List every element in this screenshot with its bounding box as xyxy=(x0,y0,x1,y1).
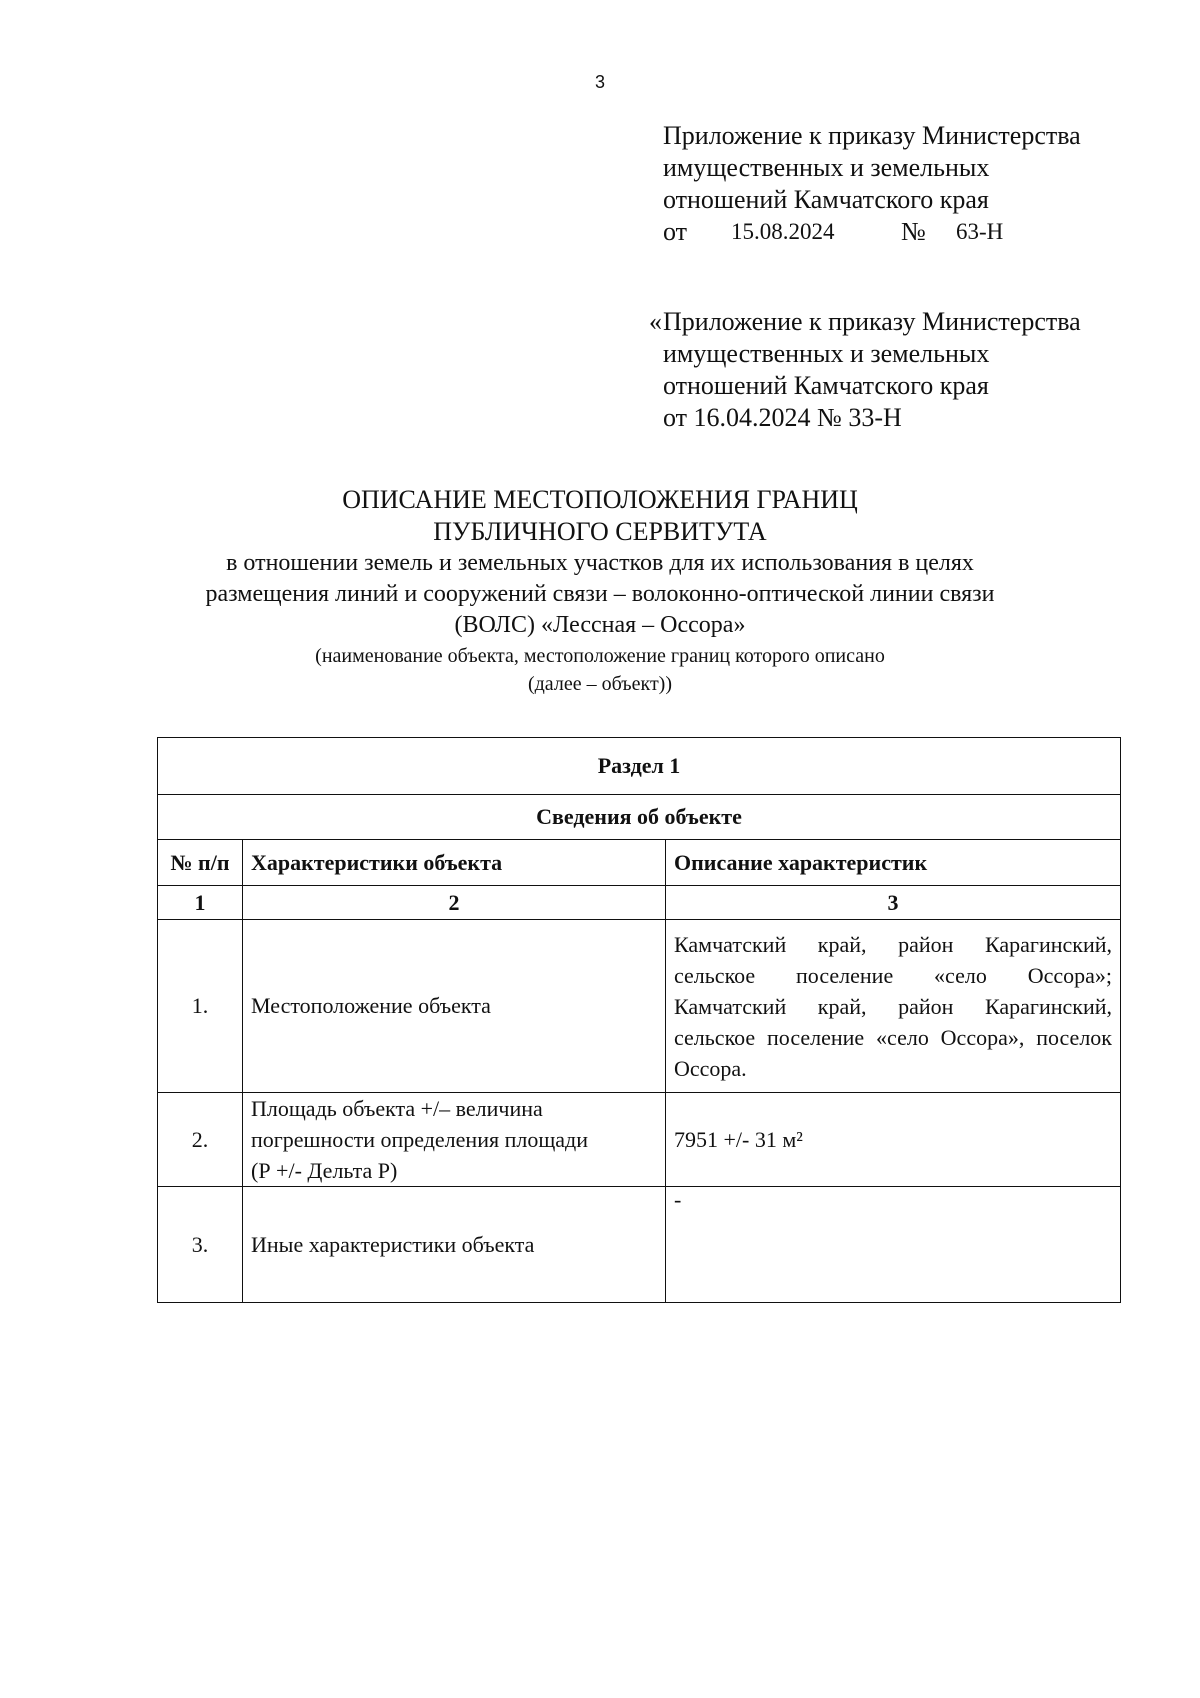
title-note-line: (далее – объект)) xyxy=(527,673,673,695)
approval-line: имущественных и земельных xyxy=(663,339,990,368)
approval-line: от 16.04.2024 № 33-Н xyxy=(663,403,902,432)
characteristic-line: погрешности определения площади xyxy=(251,1127,589,1152)
date-prefix: от xyxy=(663,217,688,246)
column-index: 1 xyxy=(158,886,243,920)
approval-line: отношений Камчатского края xyxy=(663,185,989,214)
table-section-title-row xyxy=(158,795,1121,840)
approval-block-previous xyxy=(649,306,1133,434)
subtitle-line: в отношении земель и земельных участков для их использования в целях xyxy=(226,550,974,576)
row-number: 3. xyxy=(158,1187,243,1303)
column-index: 2 xyxy=(243,886,666,920)
characteristic-line: (Р +/- Дельта Р) xyxy=(251,1158,398,1183)
page-number: 3 xyxy=(594,72,605,92)
title-note-line: (наименование объекта, местоположение границ которого описано xyxy=(315,645,885,667)
table-row xyxy=(158,920,1121,1093)
title-line: ОПИСАНИЕ МЕСТОПОЛОЖЕНИЯ ГРАНИЦ xyxy=(342,485,858,514)
approval-block-current xyxy=(663,120,1133,248)
document-title xyxy=(0,484,1200,697)
table-index-row xyxy=(158,886,1121,920)
column-header-characteristic: Характеристики объекта xyxy=(243,840,666,886)
table-section-row xyxy=(158,738,1121,795)
order-date: 15.08.2024 xyxy=(731,219,835,244)
approval-date-row xyxy=(663,216,1133,248)
section-title: Сведения об объекте xyxy=(158,795,1121,840)
subtitle-line: (ВОЛС) «Лессная – Оссора» xyxy=(454,612,746,638)
column-header-description: Описание характеристик xyxy=(666,840,1121,886)
column-index: 3 xyxy=(666,886,1121,920)
row-number: 2. xyxy=(158,1093,243,1187)
table-header-row xyxy=(158,840,1121,886)
number-sign: № xyxy=(901,217,926,246)
row-characteristic: Местоположение объекта xyxy=(243,920,666,1093)
characteristic-line: Площадь объекта +/– величина xyxy=(251,1096,543,1121)
row-description: - xyxy=(666,1187,1121,1303)
approval-line: имущественных и земельных xyxy=(663,153,990,182)
object-info-table xyxy=(157,737,1121,1303)
row-characteristic xyxy=(243,1093,666,1187)
table-row xyxy=(158,1093,1121,1187)
order-number: 63-Н xyxy=(956,219,1004,244)
table-row xyxy=(158,1187,1121,1303)
row-description: 7951 +/- 31 м² xyxy=(666,1093,1121,1187)
approval-line: Приложение к приказу Министерства xyxy=(663,121,1081,150)
title-line: ПУБЛИЧНОГО СЕРВИТУТА xyxy=(433,517,767,546)
row-description: Камчатский край, район Карагинский, сельское поселение «село Оссора»; Камчатский край, район Карагинский, сельское поселение «село Оссора», поселок Оссора. xyxy=(666,920,1121,1093)
column-header-number: № п/п xyxy=(158,840,243,886)
row-number: 1. xyxy=(158,920,243,1093)
row-characteristic: Иные характеристики объекта xyxy=(243,1187,666,1303)
subtitle-line: размещения линий и сооружений связи – волоконно-оптической линии связи xyxy=(205,581,995,607)
opening-quote: « xyxy=(649,307,662,336)
approval-line: отношений Камчатского края xyxy=(663,371,989,400)
approval-line: Приложение к приказу Министерства xyxy=(663,307,1081,336)
section-heading: Раздел 1 xyxy=(158,738,1121,795)
